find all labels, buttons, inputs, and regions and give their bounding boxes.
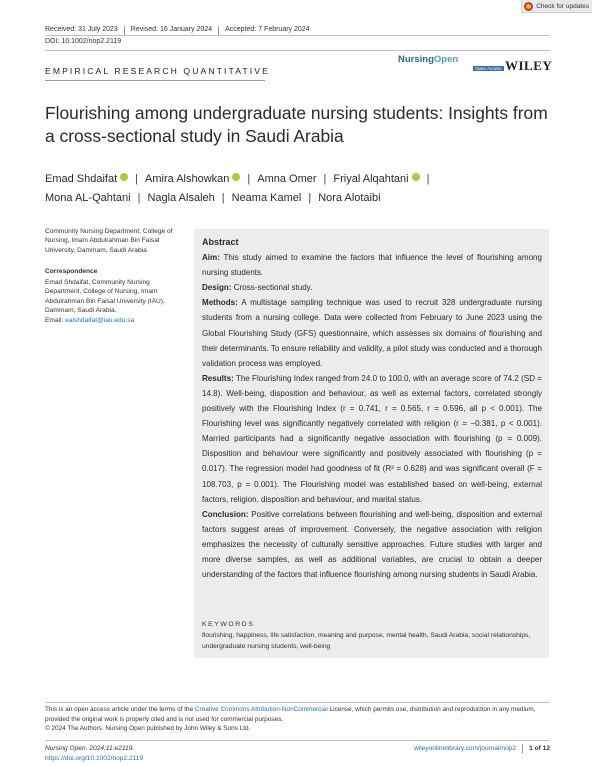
- design-label: Design:: [202, 283, 232, 293]
- author-name: Mona AL-Qahtani: [45, 192, 131, 204]
- author-divider: |: [221, 192, 225, 204]
- methods-text: A multistage sampling technique was used to recruit 328 undergraduate nursing students from a nursing college. Data were collected from February to June 2023 using the Global Flourishing Study (GFS) questionnaire, which assesses six domains of flourishing and their determinants. To ensure reliability and validity, a pilot study was conducted and a thorough validation process was employed.: [202, 298, 542, 368]
- abstract-results: [202, 371, 542, 507]
- orcid-icon[interactable]: [120, 173, 128, 181]
- author-name: Friyal Alqahtani: [333, 173, 409, 185]
- abstract-box: [194, 229, 549, 658]
- author-divider: |: [323, 173, 327, 185]
- journal-name-part1: Nursing: [398, 54, 434, 65]
- author[interactable]: [318, 192, 380, 204]
- article-dates: [45, 26, 310, 35]
- license-pre: This is an open access article under the terms of the: [45, 706, 195, 713]
- author-divider: |: [247, 173, 251, 185]
- received-date: Received: 31 July 2023: [45, 26, 118, 33]
- correspondence-heading: Correspondence: [45, 268, 98, 275]
- check-for-updates-badge[interactable]: [521, 0, 592, 13]
- author[interactable]: [45, 192, 131, 204]
- citation-text: Nursing Open. 2024;11:e2119.: [45, 745, 135, 752]
- design-text: Cross-sectional study.: [233, 283, 313, 293]
- abstract-body: [202, 235, 542, 582]
- page-number: 1 of 12: [529, 745, 550, 752]
- keywords-heading: KEYWORDS: [202, 621, 255, 628]
- publisher-logo: WILEY: [505, 58, 553, 73]
- author-name: Emad Shdaifat: [45, 173, 118, 185]
- journal-name-part2: Open: [433, 54, 459, 65]
- conclusion-text: Positive correlations between flourishing and well-being, disposition and external factors suggest areas of improvement. Conversely, the negative association with religion emphasizes the necessity of culturally sensitive approaches. Future studies with larger and more diverse samples, as well as additional variables, are crucial to obtain a deeper understanding of the factors that influence flourishing among nursing students in Saudi Arabia.: [202, 509, 542, 580]
- author[interactable]: [145, 173, 240, 185]
- journal-url-link[interactable]: wileyonlinelibrary.com/journal/nop2: [413, 745, 517, 752]
- abstract-methods: [202, 295, 542, 370]
- author-divider: |: [137, 192, 141, 204]
- aim-text: This study aimed to examine the factors that influence the level of flourishing among nursing students.: [202, 253, 542, 278]
- accepted-date: Accepted: 7 February 2024: [225, 26, 310, 33]
- correspondence-text: Emad Shdaifat, Community Nursing Department, College of Nursing, Imam Abdulrahman Bin Faisal University (IAU), Dammam, Saudi Arabia.: [45, 279, 165, 315]
- revised-date: Revised: 16 January 2024: [130, 26, 213, 33]
- doi-link[interactable]: https://doi.org/10.1002/nop2.2119: [45, 755, 144, 762]
- footer-divider: [522, 744, 523, 753]
- article-type: EMPIRICAL RESEARCH QUANTITATIVE: [45, 66, 270, 76]
- aim-label: Aim:: [202, 253, 220, 263]
- author-list: [45, 170, 550, 208]
- doi-rule: [45, 50, 550, 51]
- conclusion-label: Conclusion:: [202, 509, 249, 519]
- license-post: License, which permits use, distribution and reproduction in any medium, provided the original work is properly cited and is not used for commercial purposes.: [45, 706, 536, 723]
- author[interactable]: [257, 173, 316, 185]
- check-for-updates-label: Check for updates: [536, 2, 589, 10]
- footer-rule: [45, 740, 550, 741]
- article-type-rule: [45, 80, 265, 81]
- abstract-conclusion: [202, 507, 542, 582]
- correspondence: [45, 278, 185, 325]
- abstract-aim: [202, 250, 542, 280]
- author[interactable]: [147, 192, 214, 204]
- orcid-icon[interactable]: [232, 173, 240, 181]
- open-access-tag: Open Access: [475, 66, 502, 71]
- crossmark-icon: [524, 2, 533, 11]
- author-name: Nagla Alsaleh: [147, 192, 215, 204]
- author[interactable]: [333, 173, 419, 185]
- affiliation: Community Nursing Department, College of Nursing, Imam Abdulrahman Bin Faisal University, Dammam, Saudi Arabia: [45, 228, 173, 254]
- results-label: Results:: [202, 373, 234, 383]
- keywords: flourishing, happiness, life satisfaction, meaning and purpose, mental health, Saudi Arabia, social relationships, undergraduate nursing students, well-being: [202, 632, 531, 650]
- author-name: Neama Kamel: [231, 192, 302, 204]
- author[interactable]: [232, 192, 302, 204]
- abstract-heading: Abstract: [202, 237, 239, 247]
- header-rule: [45, 35, 550, 36]
- date-divider: [218, 26, 219, 35]
- results-text: The Flourishing Index ranged from 24.0 to 100.0, with an average score of 74.2 (SD = 14.8). Well-being, disposition and behaviour, as well as external factors, correlated strongly positively with the Flourishing Index (r = 0.741, r = 0.565, r = 0.596, all p < 0.001). The Flourishing level was significantly negatively correlated with religion (r = −0.381, p < 0.001). Married participants had a significantly negative association with flourishing (p = 0.009). Disposition and behaviour were significantly and positively associated with flourishing (p = 0.017). The regression model had goodness of fit (R² = 0.628) and was significant overall (F = 108.703, p = 0.001). The Flourishing model was established based on well-being, external factors, religion, disposition and behaviour, and marital status.: [202, 373, 542, 504]
- author-name: Amira Alshowkan: [145, 173, 230, 185]
- doi: DOI: 10.1002/nop2.2119: [45, 38, 122, 45]
- email-link[interactable]: ealshdaifat@iau.edu.sa: [65, 316, 135, 324]
- author[interactable]: [45, 173, 128, 185]
- footer-citation: [45, 744, 143, 764]
- author-name: Amna Omer: [257, 173, 317, 185]
- orcid-icon[interactable]: [412, 173, 420, 181]
- copyright: © 2024 The Authors. Nursing Open published by John Wiley & Sons Ltd.: [45, 725, 251, 733]
- abstract-design: [202, 280, 542, 295]
- author-name: Nora Alotaibi: [318, 192, 381, 204]
- license-rule: [45, 702, 550, 703]
- email-label: Email:: [45, 316, 64, 324]
- license-link[interactable]: Creative Commons Attribution-NonCommercial: [194, 706, 328, 713]
- date-divider: [124, 26, 125, 35]
- author-divider: |: [426, 173, 430, 185]
- methods-label: Methods:: [202, 298, 238, 308]
- author-divider: |: [308, 192, 312, 204]
- article-title: Flourishing among undergraduate nursing students: Insights from a cross-sectional study in Saudi Arabia: [45, 103, 548, 146]
- journal-logo: [398, 54, 458, 65]
- footer-right: [414, 744, 550, 753]
- author-divider: |: [135, 173, 139, 185]
- license-notice: [45, 705, 550, 734]
